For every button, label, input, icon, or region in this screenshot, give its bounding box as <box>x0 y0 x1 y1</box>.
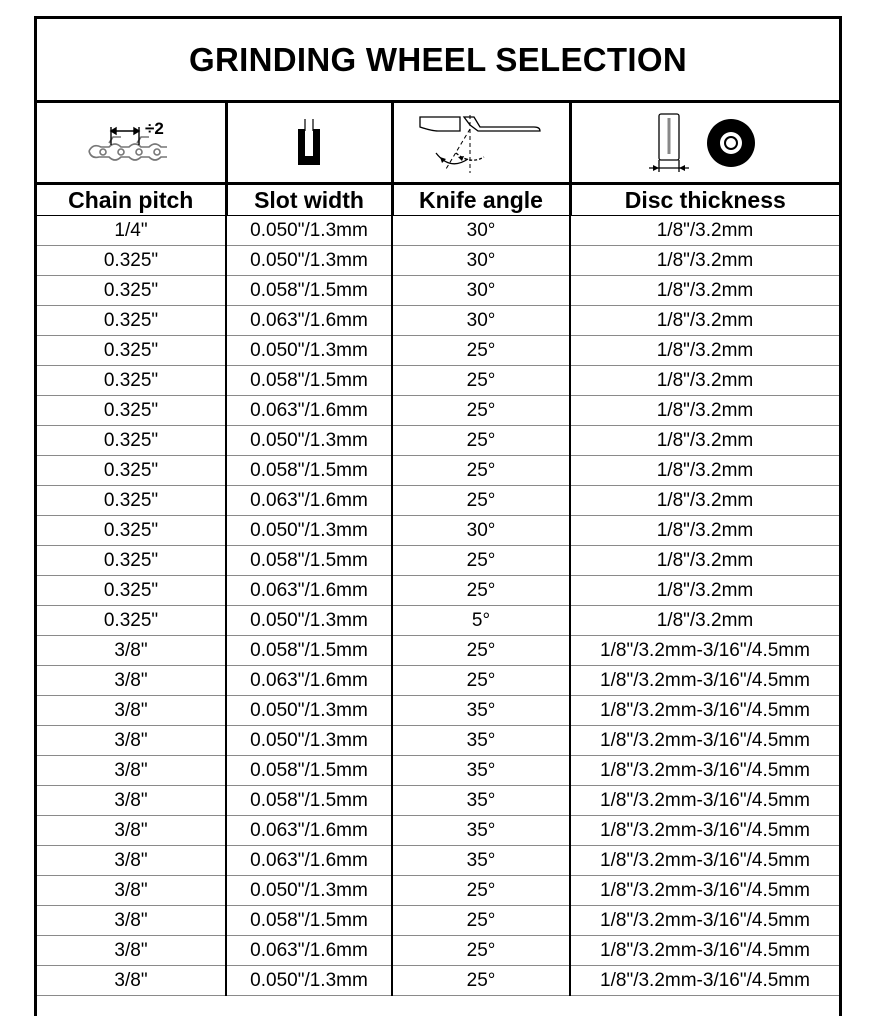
knife-angle-cell: 35° <box>392 816 570 846</box>
table-row <box>37 576 839 606</box>
slot-width-cell: 0.050"/1.3mm <box>226 696 392 726</box>
knife-angle-cell: 25° <box>392 426 570 456</box>
knife-angle-cell: 25° <box>392 966 570 996</box>
disc-thickness-cell: 1/8"/3.2mm <box>570 486 839 516</box>
disc-thickness-cell: 1/8"/3.2mm <box>570 396 839 426</box>
chain-pitch-cell: 3/8" <box>37 726 226 756</box>
chain-pitch-icon <box>81 117 181 169</box>
table-row <box>37 726 839 756</box>
slot-width-cell: 0.063"/1.6mm <box>226 396 392 426</box>
chain-pitch-cell: 0.325" <box>37 306 226 336</box>
knife-angle-icon <box>416 111 546 175</box>
chain-pitch-cell: 3/8" <box>37 816 226 846</box>
slot-width-cell: 0.063"/1.6mm <box>226 576 392 606</box>
knife-angle-cell: 25° <box>392 396 570 426</box>
slot-width-cell: 0.050"/1.3mm <box>226 216 392 246</box>
knife-angle-cell: 35° <box>392 846 570 876</box>
table-row <box>37 366 839 396</box>
chain-pitch-cell: 0.325" <box>37 456 226 486</box>
slot-width-cell: 0.058"/1.5mm <box>226 366 392 396</box>
table-row <box>37 336 839 366</box>
disc-thickness-cell: 1/8"/3.2mm-3/16"/4.5mm <box>570 966 839 996</box>
page-title: GRINDING WHEEL SELECTION <box>37 19 839 103</box>
table-row <box>37 396 839 426</box>
knife-angle-cell: 25° <box>392 486 570 516</box>
disc-thickness-cell: 1/8"/3.2mm <box>570 456 839 486</box>
knife-angle-cell: 25° <box>392 906 570 936</box>
disc-thickness-cell: 1/8"/3.2mm-3/16"/4.5mm <box>570 696 839 726</box>
chain-pitch-icon-cell <box>37 103 226 184</box>
chain-pitch-cell: 3/8" <box>37 906 226 936</box>
disc-thickness-cell: 1/8"/3.2mm-3/16"/4.5mm <box>570 756 839 786</box>
knife-angle-cell: 35° <box>392 726 570 756</box>
disc-thickness-cell: 1/8"/3.2mm-3/16"/4.5mm <box>570 636 839 666</box>
disc-thickness-cell: 1/8"/3.2mm <box>570 426 839 456</box>
table-row <box>37 546 839 576</box>
slot-width-cell: 0.058"/1.5mm <box>226 546 392 576</box>
knife-angle-cell: 25° <box>392 576 570 606</box>
table-row <box>37 846 839 876</box>
slot-width-cell: 0.063"/1.6mm <box>226 306 392 336</box>
chain-pitch-cell: 0.325" <box>37 366 226 396</box>
slot-width-cell: 0.058"/1.5mm <box>226 786 392 816</box>
slot-width-cell: 0.058"/1.5mm <box>226 636 392 666</box>
table-body <box>37 216 839 996</box>
knife-angle-cell: 5° <box>392 606 570 636</box>
slot-width-cell: 0.058"/1.5mm <box>226 756 392 786</box>
chain-pitch-cell: 0.325" <box>37 426 226 456</box>
disc-thickness-cell: 1/8"/3.2mm <box>570 276 839 306</box>
slot-width-cell: 0.063"/1.6mm <box>226 936 392 966</box>
knife-angle-cell: 30° <box>392 216 570 246</box>
knife-angle-cell: 25° <box>392 876 570 906</box>
chain-pitch-cell: 3/8" <box>37 876 226 906</box>
chain-pitch-cell: 0.325" <box>37 276 226 306</box>
disc-thickness-cell: 1/8"/3.2mm <box>570 216 839 246</box>
slot-width-cell: 0.063"/1.6mm <box>226 666 392 696</box>
table-row <box>37 486 839 516</box>
slot-width-cell: 0.050"/1.3mm <box>226 336 392 366</box>
table-row <box>37 246 839 276</box>
disc-thickness-icon-cell <box>570 103 839 184</box>
slot-width-cell: 0.058"/1.5mm <box>226 456 392 486</box>
disc-thickness-cell: 1/8"/3.2mm <box>570 516 839 546</box>
slot-width-cell: 0.063"/1.6mm <box>226 846 392 876</box>
chain-pitch-cell: 3/8" <box>37 936 226 966</box>
table-row <box>37 696 839 726</box>
pitch-divide-label: ÷2 <box>145 118 164 138</box>
table-row <box>37 816 839 846</box>
slot-width-cell: 0.050"/1.3mm <box>226 966 392 996</box>
chain-pitch-cell: 0.325" <box>37 396 226 426</box>
disc-thickness-cell: 1/8"/3.2mm-3/16"/4.5mm <box>570 936 839 966</box>
disc-thickness-cell: 1/8"/3.2mm <box>570 366 839 396</box>
slot-width-cell: 0.050"/1.3mm <box>226 426 392 456</box>
disc-thickness-cell: 1/8"/3.2mm-3/16"/4.5mm <box>570 876 839 906</box>
disc-thickness-cell: 1/8"/3.2mm-3/16"/4.5mm <box>570 906 839 936</box>
chain-pitch-cell: 0.325" <box>37 576 226 606</box>
table-row <box>37 786 839 816</box>
chain-pitch-cell: 0.325" <box>37 246 226 276</box>
knife-angle-cell: 25° <box>392 666 570 696</box>
slot-width-cell: 0.050"/1.3mm <box>226 606 392 636</box>
chain-pitch-cell: 3/8" <box>37 846 226 876</box>
slot-width-icon-cell <box>226 103 392 184</box>
slot-width-icon <box>284 115 334 171</box>
table-row <box>37 516 839 546</box>
slot-width-cell: 0.063"/1.6mm <box>226 486 392 516</box>
knife-angle-cell: 30° <box>392 516 570 546</box>
disc-thickness-cell: 1/8"/3.2mm <box>570 246 839 276</box>
column-header-chain-pitch: Chain pitch <box>37 184 226 216</box>
chain-pitch-cell: 3/8" <box>37 696 226 726</box>
column-header-slot-width: Slot width <box>226 184 392 216</box>
column-header-disc-thickness: Disc thickness <box>570 184 839 216</box>
slot-width-cell: 0.063"/1.6mm <box>226 816 392 846</box>
selection-table <box>37 103 839 996</box>
disc-thickness-cell: 1/8"/3.2mm-3/16"/4.5mm <box>570 846 839 876</box>
table-row <box>37 966 839 996</box>
knife-angle-cell: 30° <box>392 306 570 336</box>
table-row <box>37 666 839 696</box>
disc-thickness-cell: 1/8"/3.2mm <box>570 546 839 576</box>
chain-pitch-cell: 3/8" <box>37 636 226 666</box>
icon-row <box>37 103 839 184</box>
table-row <box>37 606 839 636</box>
disc-thickness-cell: 1/8"/3.2mm <box>570 576 839 606</box>
knife-angle-cell: 25° <box>392 456 570 486</box>
chain-pitch-cell: 0.325" <box>37 546 226 576</box>
slot-width-cell: 0.050"/1.3mm <box>226 726 392 756</box>
column-header-knife-angle: Knife angle <box>392 184 570 216</box>
knife-angle-cell: 25° <box>392 336 570 366</box>
knife-angle-cell: 35° <box>392 696 570 726</box>
knife-angle-cell: 25° <box>392 636 570 666</box>
table-row <box>37 426 839 456</box>
table-row <box>37 756 839 786</box>
table-row <box>37 876 839 906</box>
table-row <box>37 276 839 306</box>
chain-pitch-cell: 0.325" <box>37 486 226 516</box>
chain-pitch-cell: 1/4" <box>37 216 226 246</box>
disc-thickness-cell: 1/8"/3.2mm <box>570 606 839 636</box>
chain-pitch-cell: 3/8" <box>37 966 226 996</box>
knife-angle-icon-cell <box>392 103 570 184</box>
knife-angle-cell: 25° <box>392 936 570 966</box>
disc-thickness-cell: 1/8"/3.2mm-3/16"/4.5mm <box>570 666 839 696</box>
disc-thickness-cell: 1/8"/3.2mm-3/16"/4.5mm <box>570 786 839 816</box>
disc-thickness-cell: 1/8"/3.2mm-3/16"/4.5mm <box>570 726 839 756</box>
column-header-row <box>37 184 839 216</box>
disc-thickness-cell: 1/8"/3.2mm-3/16"/4.5mm <box>570 816 839 846</box>
table-row <box>37 936 839 966</box>
slot-width-cell: 0.058"/1.5mm <box>226 906 392 936</box>
chain-pitch-cell: 0.325" <box>37 606 226 636</box>
knife-angle-cell: 35° <box>392 756 570 786</box>
knife-angle-cell: 35° <box>392 786 570 816</box>
knife-angle-cell: 25° <box>392 546 570 576</box>
slot-width-cell: 0.050"/1.3mm <box>226 246 392 276</box>
table-row <box>37 216 839 246</box>
table-row <box>37 636 839 666</box>
chain-pitch-cell: 0.325" <box>37 336 226 366</box>
disc-thickness-cell: 1/8"/3.2mm <box>570 336 839 366</box>
table-row <box>37 306 839 336</box>
disc-thickness-icon <box>645 112 765 174</box>
slot-width-cell: 0.058"/1.5mm <box>226 276 392 306</box>
table-row <box>37 906 839 936</box>
chain-pitch-cell: 0.325" <box>37 516 226 546</box>
table-row <box>37 456 839 486</box>
chain-pitch-cell: 3/8" <box>37 666 226 696</box>
slot-width-cell: 0.050"/1.3mm <box>226 516 392 546</box>
chain-pitch-cell: 3/8" <box>37 786 226 816</box>
disc-thickness-cell: 1/8"/3.2mm <box>570 306 839 336</box>
grinding-wheel-table-sheet <box>34 16 842 1016</box>
slot-width-cell: 0.050"/1.3mm <box>226 876 392 906</box>
knife-angle-cell: 30° <box>392 246 570 276</box>
chain-pitch-cell: 3/8" <box>37 756 226 786</box>
knife-angle-cell: 25° <box>392 366 570 396</box>
knife-angle-cell: 30° <box>392 276 570 306</box>
